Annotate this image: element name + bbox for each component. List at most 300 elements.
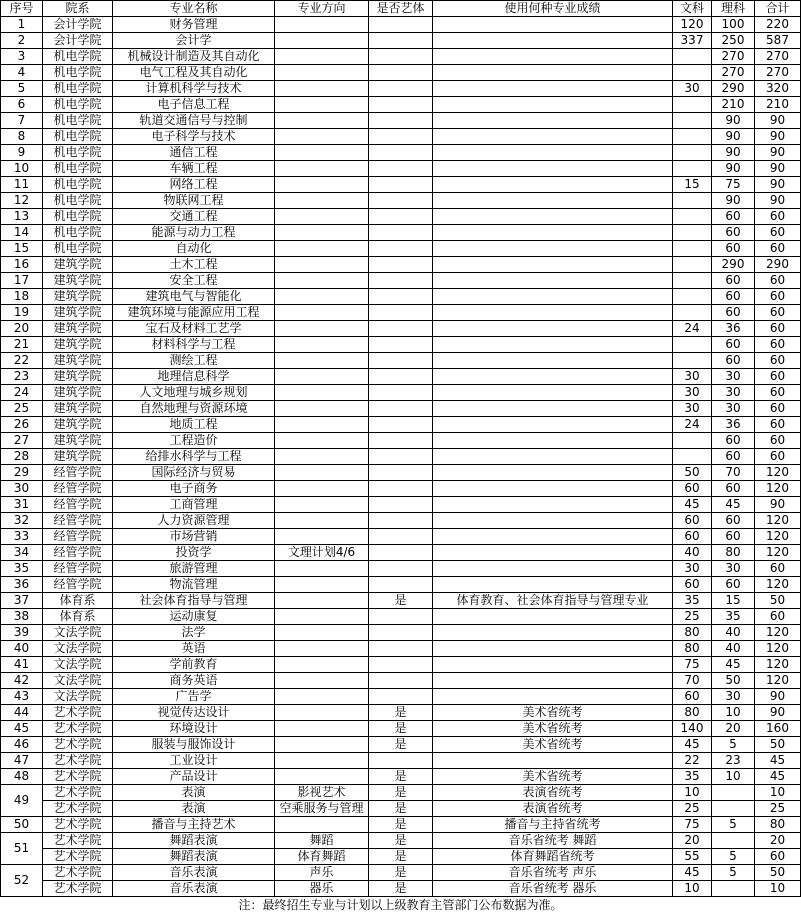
cell-total: 60	[755, 305, 801, 321]
cell-is-art: 是	[369, 737, 433, 753]
cell-no: 10	[1, 161, 43, 177]
cell-no: 6	[1, 97, 43, 113]
cell-dept: 经管学院	[43, 513, 113, 529]
cell-major: 会计学	[113, 33, 275, 49]
table-row	[1, 785, 801, 801]
cell-score-type	[433, 305, 673, 321]
cell-direction	[275, 241, 369, 257]
cell-major: 财务管理	[113, 17, 275, 33]
cell-dept: 建筑学院	[43, 289, 113, 305]
table-row	[1, 129, 801, 145]
cell-major: 测绘工程	[113, 353, 275, 369]
cell-direction	[275, 97, 369, 113]
cell-liberal-arts: 50	[673, 465, 712, 481]
table-row	[1, 209, 801, 225]
cell-total: 270	[755, 49, 801, 65]
cell-score-type	[433, 609, 673, 625]
cell-liberal-arts: 10	[673, 881, 712, 897]
cell-major: 电子信息工程	[113, 97, 275, 113]
cell-dept: 建筑学院	[43, 385, 113, 401]
cell-is-art	[369, 481, 433, 497]
cell-score-type: 美术省统考	[433, 769, 673, 785]
table-row	[1, 513, 801, 529]
cell-major: 宝石及材料工艺学	[113, 321, 275, 337]
cell-total: 120	[755, 513, 801, 529]
cell-score-type	[433, 241, 673, 257]
table-row	[1, 737, 801, 753]
cell-dept: 体育系	[43, 593, 113, 609]
cell-no: 40	[1, 641, 43, 657]
cell-total: 60	[755, 433, 801, 449]
cell-science: 90	[712, 161, 755, 177]
table-row	[1, 113, 801, 129]
cell-no: 15	[1, 241, 43, 257]
cell-dept: 机电学院	[43, 65, 113, 81]
cell-major: 交通工程	[113, 209, 275, 225]
cell-science: 60	[712, 449, 755, 465]
cell-total: 60	[755, 449, 801, 465]
table-row	[1, 145, 801, 161]
cell-science: 30	[712, 689, 755, 705]
table-row	[1, 65, 801, 81]
cell-direction	[275, 577, 369, 593]
cell-liberal-arts	[673, 225, 712, 241]
cell-dept: 机电学院	[43, 161, 113, 177]
cell-total: 120	[755, 577, 801, 593]
cell-major: 产品设计	[113, 769, 275, 785]
cell-dept: 机电学院	[43, 177, 113, 193]
cell-dept: 经管学院	[43, 545, 113, 561]
table-row	[1, 721, 801, 737]
cell-direction	[275, 465, 369, 481]
cell-no: 16	[1, 257, 43, 273]
cell-direction: 器乐	[275, 881, 369, 897]
cell-science: 50	[712, 673, 755, 689]
cell-dept: 建筑学院	[43, 449, 113, 465]
cell-total: 90	[755, 497, 801, 513]
cell-direction	[275, 17, 369, 33]
cell-no: 38	[1, 609, 43, 625]
cell-score-type	[433, 17, 673, 33]
cell-is-art	[369, 497, 433, 513]
cell-dept: 艺术学院	[43, 881, 113, 897]
cell-liberal-arts: 60	[673, 529, 712, 545]
cell-is-art	[369, 33, 433, 49]
cell-major: 法学	[113, 625, 275, 641]
cell-major: 音乐表演	[113, 865, 275, 881]
cell-direction	[275, 193, 369, 209]
cell-total: 60	[755, 273, 801, 289]
cell-is-art	[369, 289, 433, 305]
cell-total: 60	[755, 417, 801, 433]
cell-direction	[275, 625, 369, 641]
cell-score-type: 体育舞蹈省统考	[433, 849, 673, 865]
cell-liberal-arts: 35	[673, 769, 712, 785]
cell-is-art: 是	[369, 705, 433, 721]
cell-major: 电子科学与技术	[113, 129, 275, 145]
cell-direction	[275, 209, 369, 225]
cell-total: 60	[755, 321, 801, 337]
cell-no: 48	[1, 769, 43, 785]
cell-score-type	[433, 161, 673, 177]
cell-dept: 经管学院	[43, 465, 113, 481]
cell-total: 90	[755, 113, 801, 129]
cell-score-type: 表演省统考	[433, 801, 673, 817]
table-row	[1, 545, 801, 561]
cell-score-type	[433, 561, 673, 577]
cell-major: 运动康复	[113, 609, 275, 625]
table-body	[1, 17, 801, 897]
cell-liberal-arts: 60	[673, 481, 712, 497]
cell-score-type: 美术省统考	[433, 737, 673, 753]
cell-major: 通信工程	[113, 145, 275, 161]
cell-dept: 文法学院	[43, 641, 113, 657]
cell-science: 60	[712, 481, 755, 497]
cell-direction	[275, 305, 369, 321]
cell-science: 60	[712, 529, 755, 545]
cell-direction	[275, 337, 369, 353]
table-row	[1, 609, 801, 625]
cell-is-art: 是	[369, 817, 433, 833]
cell-major: 视觉传达设计	[113, 705, 275, 721]
cell-no: 39	[1, 625, 43, 641]
cell-is-art	[369, 545, 433, 561]
cell-major: 自然地理与资源环境	[113, 401, 275, 417]
cell-science: 60	[712, 577, 755, 593]
cell-score-type: 音乐省统考 舞蹈	[433, 833, 673, 849]
cell-science: 45	[712, 497, 755, 513]
cell-score-type	[433, 481, 673, 497]
cell-is-art	[369, 161, 433, 177]
cell-liberal-arts: 30	[673, 401, 712, 417]
cell-total: 50	[755, 865, 801, 881]
cell-liberal-arts	[673, 49, 712, 65]
cell-no: 8	[1, 129, 43, 145]
cell-total: 60	[755, 209, 801, 225]
cell-major: 土木工程	[113, 257, 275, 273]
cell-is-art	[369, 401, 433, 417]
cell-is-art	[369, 225, 433, 241]
cell-total: 270	[755, 65, 801, 81]
cell-direction	[275, 433, 369, 449]
cell-major: 社会体育指导与管理	[113, 593, 275, 609]
cell-total: 60	[755, 561, 801, 577]
cell-major: 材料科学与工程	[113, 337, 275, 353]
cell-score-type	[433, 433, 673, 449]
cell-science: 40	[712, 641, 755, 657]
cell-major: 物流管理	[113, 577, 275, 593]
cell-score-type	[433, 145, 673, 161]
cell-liberal-arts	[673, 209, 712, 225]
table-row	[1, 833, 801, 849]
cell-total: 45	[755, 753, 801, 769]
cell-is-art: 是	[369, 881, 433, 897]
cell-total: 25	[755, 801, 801, 817]
cell-dept: 机电学院	[43, 81, 113, 97]
cell-major: 学前教育	[113, 657, 275, 673]
cell-direction	[275, 145, 369, 161]
table-row	[1, 225, 801, 241]
cell-direction	[275, 673, 369, 689]
cell-score-type	[433, 625, 673, 641]
cell-liberal-arts	[673, 65, 712, 81]
table-row	[1, 161, 801, 177]
cell-liberal-arts	[673, 289, 712, 305]
cell-science: 35	[712, 609, 755, 625]
cell-is-art: 是	[369, 769, 433, 785]
cell-no: 52	[1, 865, 43, 897]
cell-dept: 机电学院	[43, 129, 113, 145]
cell-total: 60	[755, 849, 801, 865]
table-row	[1, 529, 801, 545]
cell-score-type	[433, 289, 673, 305]
cell-dept: 文法学院	[43, 673, 113, 689]
cell-major: 服装与服饰设计	[113, 737, 275, 753]
cell-total: 50	[755, 593, 801, 609]
cell-no: 49	[1, 785, 43, 817]
cell-total: 120	[755, 657, 801, 673]
cell-no: 32	[1, 513, 43, 529]
cell-score-type: 音乐省统考 声乐	[433, 865, 673, 881]
cell-score-type	[433, 657, 673, 673]
cell-score-type: 表演省统考	[433, 785, 673, 801]
cell-direction	[275, 401, 369, 417]
cell-no: 47	[1, 753, 43, 769]
cell-science: 60	[712, 289, 755, 305]
cell-science: 30	[712, 401, 755, 417]
cell-major: 地质工程	[113, 417, 275, 433]
cell-no: 22	[1, 353, 43, 369]
cell-total: 587	[755, 33, 801, 49]
cell-direction	[275, 753, 369, 769]
cell-no: 36	[1, 577, 43, 593]
table-row	[1, 17, 801, 33]
cell-dept: 机电学院	[43, 49, 113, 65]
cell-science: 70	[712, 465, 755, 481]
cell-direction	[275, 513, 369, 529]
cell-direction	[275, 113, 369, 129]
cell-science: 250	[712, 33, 755, 49]
cell-total: 220	[755, 17, 801, 33]
cell-direction	[275, 129, 369, 145]
cell-dept: 艺术学院	[43, 737, 113, 753]
cell-direction	[275, 81, 369, 97]
cell-science: 40	[712, 625, 755, 641]
cell-major: 车辆工程	[113, 161, 275, 177]
table-row	[1, 593, 801, 609]
cell-direction	[275, 817, 369, 833]
cell-is-art	[369, 417, 433, 433]
cell-is-art	[369, 689, 433, 705]
cell-major: 广告学	[113, 689, 275, 705]
cell-major: 旅游管理	[113, 561, 275, 577]
cell-is-art	[369, 513, 433, 529]
cell-total: 60	[755, 337, 801, 353]
cell-score-type	[433, 225, 673, 241]
table-row	[1, 561, 801, 577]
cell-dept: 建筑学院	[43, 321, 113, 337]
cell-direction	[275, 33, 369, 49]
table-row	[1, 577, 801, 593]
cell-total: 10	[755, 881, 801, 897]
header-cell-dept: 院系	[43, 1, 113, 17]
cell-liberal-arts	[673, 241, 712, 257]
cell-major: 播音与主持艺术	[113, 817, 275, 833]
cell-no: 14	[1, 225, 43, 241]
cell-dept: 经管学院	[43, 561, 113, 577]
cell-dept: 经管学院	[43, 529, 113, 545]
cell-no: 34	[1, 545, 43, 561]
cell-is-art	[369, 193, 433, 209]
header-row	[1, 1, 801, 17]
cell-science: 30	[712, 561, 755, 577]
cell-no: 50	[1, 817, 43, 833]
header-cell-direction: 专业方向	[275, 1, 369, 17]
table-row	[1, 705, 801, 721]
cell-direction	[275, 225, 369, 241]
cell-dept: 文法学院	[43, 689, 113, 705]
cell-liberal-arts: 15	[673, 177, 712, 193]
table-row	[1, 305, 801, 321]
cell-no: 18	[1, 289, 43, 305]
cell-major: 舞蹈表演	[113, 833, 275, 849]
cell-score-type	[433, 449, 673, 465]
cell-liberal-arts: 70	[673, 673, 712, 689]
cell-dept: 文法学院	[43, 657, 113, 673]
cell-direction	[275, 65, 369, 81]
cell-score-type	[433, 49, 673, 65]
cell-no: 11	[1, 177, 43, 193]
table-row	[1, 321, 801, 337]
cell-total: 160	[755, 721, 801, 737]
table-row	[1, 49, 801, 65]
cell-total: 45	[755, 769, 801, 785]
cell-science: 75	[712, 177, 755, 193]
cell-dept: 经管学院	[43, 497, 113, 513]
cell-liberal-arts	[673, 353, 712, 369]
cell-is-art	[369, 81, 433, 97]
cell-is-art	[369, 321, 433, 337]
cell-total: 120	[755, 465, 801, 481]
cell-liberal-arts	[673, 97, 712, 113]
cell-science: 90	[712, 145, 755, 161]
cell-science: 36	[712, 321, 755, 337]
cell-total: 60	[755, 609, 801, 625]
cell-direction: 空乘服务与管理	[275, 801, 369, 817]
header-cell-score-type: 使用何种专业成绩	[433, 1, 673, 17]
cell-science: 20	[712, 721, 755, 737]
cell-direction	[275, 449, 369, 465]
cell-is-art	[369, 97, 433, 113]
cell-score-type	[433, 353, 673, 369]
cell-total: 320	[755, 81, 801, 97]
cell-dept: 会计学院	[43, 17, 113, 33]
table-row	[1, 337, 801, 353]
cell-dept: 文法学院	[43, 625, 113, 641]
cell-total: 210	[755, 97, 801, 113]
table-row	[1, 753, 801, 769]
table-row	[1, 401, 801, 417]
cell-major: 自动化	[113, 241, 275, 257]
cell-is-art: 是	[369, 593, 433, 609]
cell-liberal-arts: 80	[673, 625, 712, 641]
cell-no: 44	[1, 705, 43, 721]
cell-no: 24	[1, 385, 43, 401]
cell-total: 10	[755, 785, 801, 801]
table-row	[1, 641, 801, 657]
cell-is-art	[369, 209, 433, 225]
cell-liberal-arts	[673, 305, 712, 321]
cell-total: 80	[755, 817, 801, 833]
cell-liberal-arts	[673, 433, 712, 449]
cell-is-art	[369, 65, 433, 81]
cell-total: 90	[755, 129, 801, 145]
table-row	[1, 657, 801, 673]
cell-dept: 建筑学院	[43, 257, 113, 273]
cell-major: 网络工程	[113, 177, 275, 193]
cell-direction	[275, 737, 369, 753]
cell-dept: 机电学院	[43, 241, 113, 257]
cell-no: 28	[1, 449, 43, 465]
cell-science: 36	[712, 417, 755, 433]
cell-is-art: 是	[369, 865, 433, 881]
cell-liberal-arts: 75	[673, 657, 712, 673]
cell-liberal-arts: 30	[673, 81, 712, 97]
cell-direction	[275, 161, 369, 177]
cell-dept: 机电学院	[43, 193, 113, 209]
cell-no: 19	[1, 305, 43, 321]
cell-no: 41	[1, 657, 43, 673]
cell-score-type: 播音与主持省统考	[433, 817, 673, 833]
cell-science: 290	[712, 81, 755, 97]
cell-total: 60	[755, 385, 801, 401]
cell-major: 表演	[113, 801, 275, 817]
cell-science: 210	[712, 97, 755, 113]
header-cell-no: 序号	[1, 1, 43, 17]
cell-liberal-arts	[673, 129, 712, 145]
cell-direction	[275, 385, 369, 401]
cell-liberal-arts: 25	[673, 801, 712, 817]
cell-science: 5	[712, 737, 755, 753]
cell-score-type: 体育教育、社会体育指导与管理专业	[433, 593, 673, 609]
cell-direction	[275, 353, 369, 369]
cell-score-type	[433, 689, 673, 705]
cell-liberal-arts: 80	[673, 705, 712, 721]
cell-science	[712, 881, 755, 897]
cell-score-type	[433, 385, 673, 401]
cell-is-art: 是	[369, 833, 433, 849]
cell-total: 20	[755, 833, 801, 849]
cell-dept: 建筑学院	[43, 369, 113, 385]
cell-total: 60	[755, 369, 801, 385]
cell-total: 50	[755, 737, 801, 753]
table-row	[1, 385, 801, 401]
cell-science: 5	[712, 865, 755, 881]
cell-liberal-arts: 140	[673, 721, 712, 737]
cell-no: 17	[1, 273, 43, 289]
table-row	[1, 689, 801, 705]
cell-major: 计算机科学与技术	[113, 81, 275, 97]
cell-major: 给排水科学与工程	[113, 449, 275, 465]
cell-liberal-arts: 30	[673, 385, 712, 401]
cell-science: 80	[712, 545, 755, 561]
cell-science: 5	[712, 817, 755, 833]
cell-science: 60	[712, 209, 755, 225]
cell-score-type	[433, 577, 673, 593]
table-row	[1, 289, 801, 305]
cell-is-art	[369, 577, 433, 593]
cell-total: 90	[755, 193, 801, 209]
